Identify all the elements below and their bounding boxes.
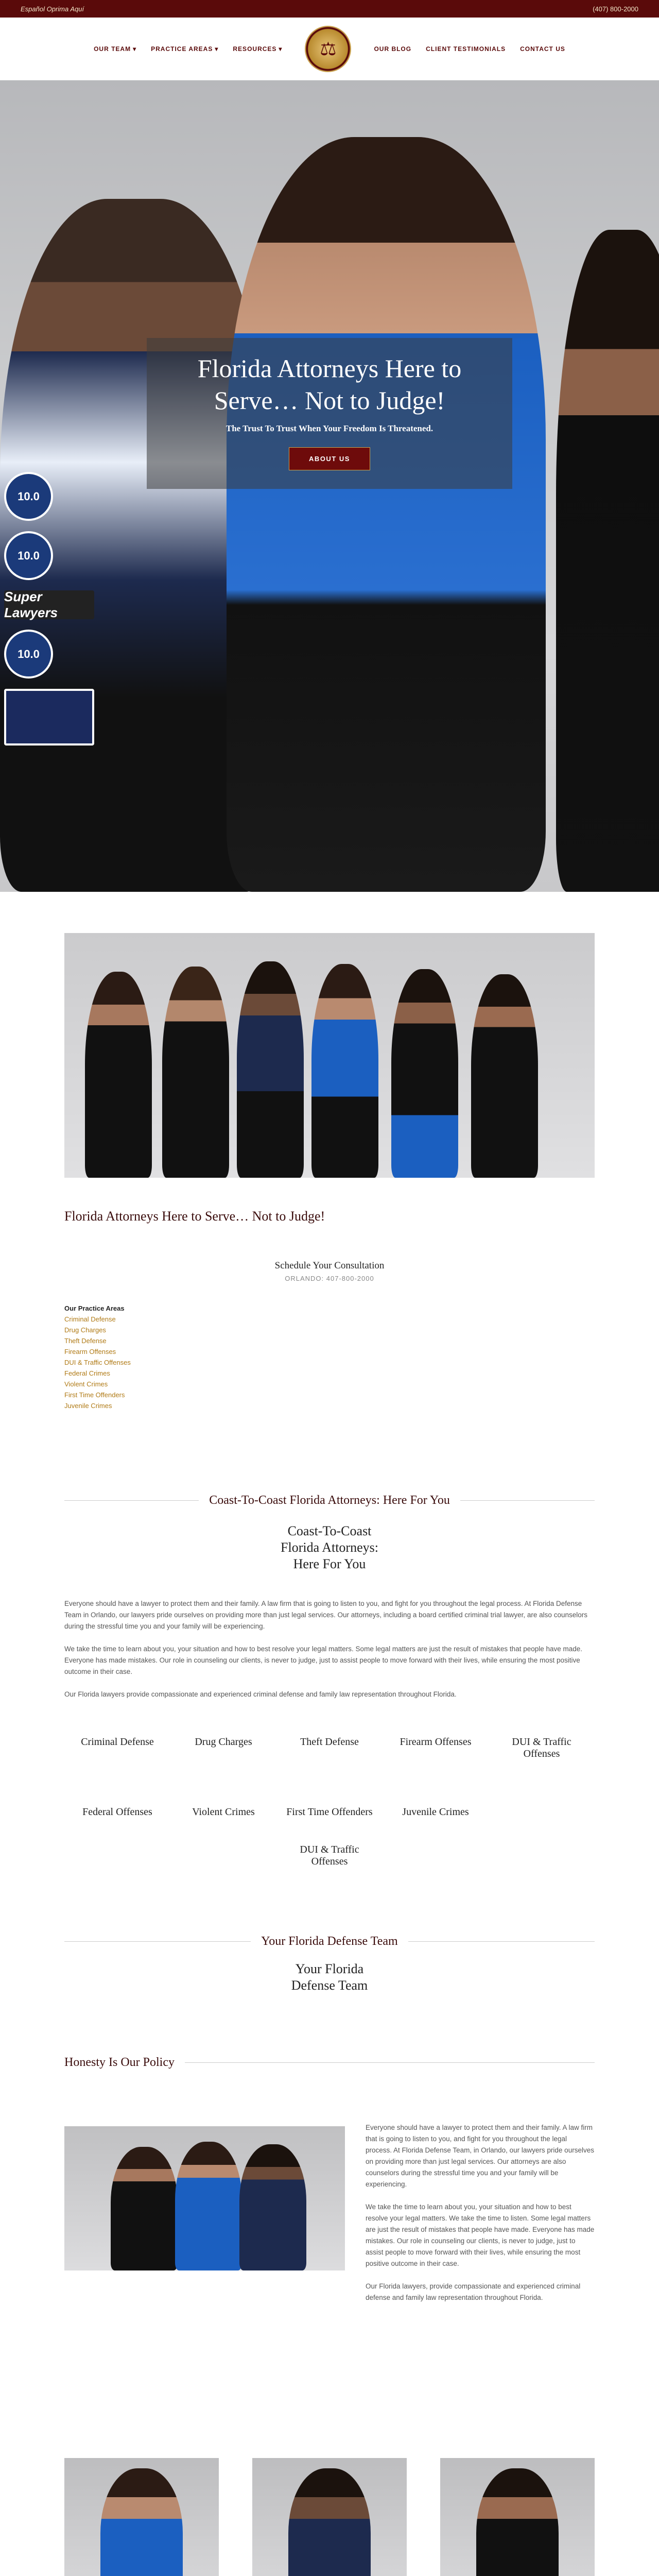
attorney-figure: [162, 967, 229, 1178]
hero: [0, 80, 659, 892]
about-us-button[interactable]: ABOUT US: [289, 447, 370, 470]
practice-tile[interactable]: DUI & Traffic Offenses: [300, 1844, 359, 1867]
attorney-figure: [239, 2144, 306, 2270]
practice-tile[interactable]: Firearm Offenses: [400, 1736, 472, 1748]
nav-contact[interactable]: CONTACT US: [520, 45, 565, 53]
team-divider: [64, 1935, 595, 1948]
attorney-figure: [471, 974, 538, 1178]
practice-grid-row-2: [64, 1806, 595, 1868]
attorney-figure: [237, 961, 304, 1178]
honesty-section: [64, 2090, 595, 2303]
attorney-figure: [476, 2468, 559, 2576]
practice-area-link[interactable]: Firearm Offenses: [64, 1348, 116, 1355]
coast-title: Coast-To-Coast Florida Attorneys: Here For You: [281, 1523, 378, 1571]
top-bar: [0, 0, 659, 18]
chevron-down-icon: ▾: [133, 45, 137, 53]
divider-line: [64, 1500, 199, 1501]
attorney-portrait[interactable]: [252, 2458, 407, 2576]
rating-badge: 10.0: [4, 472, 53, 521]
divider-line: [460, 1500, 595, 1501]
attorney-figure: [85, 972, 152, 1178]
phone-link[interactable]: (407) 800-2000: [593, 5, 638, 13]
chevron-down-icon: ▾: [215, 45, 219, 53]
team-photo: [64, 933, 595, 1178]
divider-line: [64, 1941, 251, 1942]
practice-area-link[interactable]: First Time Offenders: [64, 1391, 125, 1399]
practice-tile[interactable]: Criminal Defense: [81, 1736, 154, 1748]
award-badges: [4, 472, 97, 745]
attorney-figure: [100, 2468, 183, 2576]
practice-areas-heading: Our Practice Areas: [64, 1304, 125, 1312]
nav-practice-areas[interactable]: PRACTICE AREAS ▾: [151, 45, 219, 53]
team-title: Your Florida Defense Team: [291, 1961, 368, 1993]
coast-divider-title: Coast-To-Coast Florida Attorneys: Here For You: [209, 1494, 450, 1507]
super-lawyers-badge: Super Lawyers: [4, 590, 94, 619]
attorney-figure: [175, 2142, 242, 2270]
honesty-paragraph: We take the time to learn about you, your situation and how to best resolve your legal matters. We take the time to listen. Some legal matters are just the result of mistakes that people have made. Everyone has made mistakes. Our role in counseling our clients, is never to judge, just to assist people to move forward with their lives, while ensuring the most positive outcome in their case.: [366, 2203, 595, 2267]
practice-area-link[interactable]: Violent Crimes: [64, 1380, 108, 1388]
practice-area-link[interactable]: Federal Crimes: [64, 1369, 110, 1377]
coast-paragraph: We take the time to learn about you, your situation and how to best resolve your legal matters. Some legal matters are just the result of mistakes that people have made. Everyone has made mistakes. Our role in counseling our clients, is never to judge, just to assist people to move forward with their lives, while ensuring the most positive outcome in their case.: [64, 1645, 583, 1675]
main-nav: [0, 18, 659, 80]
honesty-text: [366, 2111, 595, 2303]
practice-area-link[interactable]: DUI & Traffic Offenses: [64, 1359, 131, 1366]
hero-subtitle: The Trust To Trust When Your Freedom Is Threatened.: [226, 423, 433, 433]
chevron-down-icon: ▾: [279, 45, 283, 53]
practice-area-link[interactable]: Drug Charges: [64, 1326, 106, 1334]
nav-resources[interactable]: RESOURCES ▾: [233, 45, 283, 53]
rating-badge: 10.0: [4, 630, 53, 679]
coast-paragraph: Everyone should have a lawyer to protect them and their family. A law firm that is going to listen to you, and fight for you throughout the legal process. At Florida Defense Team in Orlando, our lawyers pride ourselves on providing more than just legal services. Our attorneys, including a board certified criminal trial lawyer, are also counselors during the stressful time you and your family will be experiencing.: [64, 1600, 587, 1630]
practice-tile[interactable]: Drug Charges: [195, 1736, 252, 1748]
practice-areas-list: [64, 1303, 595, 1411]
hero-attorney-photo: [227, 137, 546, 892]
honesty-divider: [64, 2056, 595, 2070]
rating-badge: 10.0: [4, 531, 53, 580]
spanish-link[interactable]: Español Oprima Aquí: [21, 5, 84, 13]
divider-line: [185, 2062, 595, 2063]
practice-tile[interactable]: Federal Offenses: [82, 1806, 152, 1818]
nav-our-team[interactable]: OUR TEAM ▾: [94, 45, 137, 53]
practice-grid-row-1: [64, 1736, 595, 1760]
intro-heading: Florida Attorneys Here to Serve… Not to Judge!: [64, 1209, 325, 1224]
attorney-portrait[interactable]: [440, 2458, 595, 2576]
schedule-phone[interactable]: ORLANDO: 407-800-2000: [285, 1275, 374, 1282]
attorney-figure: [288, 2468, 371, 2576]
honesty-photo: [64, 2126, 345, 2270]
practice-area-link[interactable]: Theft Defense: [64, 1337, 107, 1345]
divider-line: [408, 1941, 595, 1942]
attorney-portrait[interactable]: [64, 2458, 219, 2576]
honesty-paragraph: Everyone should have a lawyer to protect them and their family. A law firm that is going to listen to you, and fight for you throughout the legal process. At Florida Defense Team, in Orlando, our lawyers pride ourselves on providing more than just legal services. Our attorneys are also counselors during the stressful time you and your family will be experiencing.: [366, 2124, 594, 2188]
coast-paragraph: Our Florida lawyers provide compassionate and experienced criminal defense and family law representation throughout Florida.: [64, 1690, 457, 1698]
schedule-title: Schedule Your Consultation: [274, 1260, 385, 1271]
practice-area-link[interactable]: Criminal Defense: [64, 1315, 116, 1323]
honesty-paragraph: Our Florida lawyers, provide compassionate and experienced criminal defense and family law representation throughout Florida.: [366, 2282, 581, 2301]
practice-area-link[interactable]: Juvenile Crimes: [64, 1402, 112, 1410]
hero-overlay: [147, 338, 512, 489]
scales-icon: ⚖: [320, 38, 337, 59]
nav-left: [94, 45, 282, 53]
practice-tile[interactable]: Violent Crimes: [192, 1806, 255, 1818]
practice-tile[interactable]: Theft Defense: [300, 1736, 359, 1748]
nav-testimonials[interactable]: CLIENT TESTIMONIALS: [426, 45, 506, 53]
hero-attorney-photo: [556, 230, 659, 892]
attorney-figure: [391, 969, 458, 1178]
practice-tile[interactable]: DUI & Traffic Offenses: [512, 1736, 571, 1759]
practice-tile[interactable]: First Time Offenders: [286, 1806, 373, 1818]
practice-tile-stack: [276, 1806, 383, 1868]
main-content: [64, 933, 595, 2576]
team-divider-title: Your Florida Defense Team: [261, 1935, 398, 1948]
practice-tile[interactable]: Juvenile Crimes: [402, 1806, 469, 1818]
attorney-figure: [111, 2147, 178, 2270]
schedule-block: [64, 1260, 595, 1282]
attorney-portraits: [64, 2458, 595, 2576]
hero-title: Florida Attorneys Here to Serve… Not to Judge!: [197, 354, 462, 415]
attorney-figure: [311, 964, 378, 1178]
nav-our-blog[interactable]: OUR BLOG: [374, 45, 412, 53]
nav-right: [374, 45, 565, 53]
association-badge: [4, 689, 94, 745]
site-logo[interactable]: [305, 26, 351, 72]
honesty-title: Honesty Is Our Policy: [64, 2056, 175, 2069]
coast-divider: [64, 1494, 595, 1507]
